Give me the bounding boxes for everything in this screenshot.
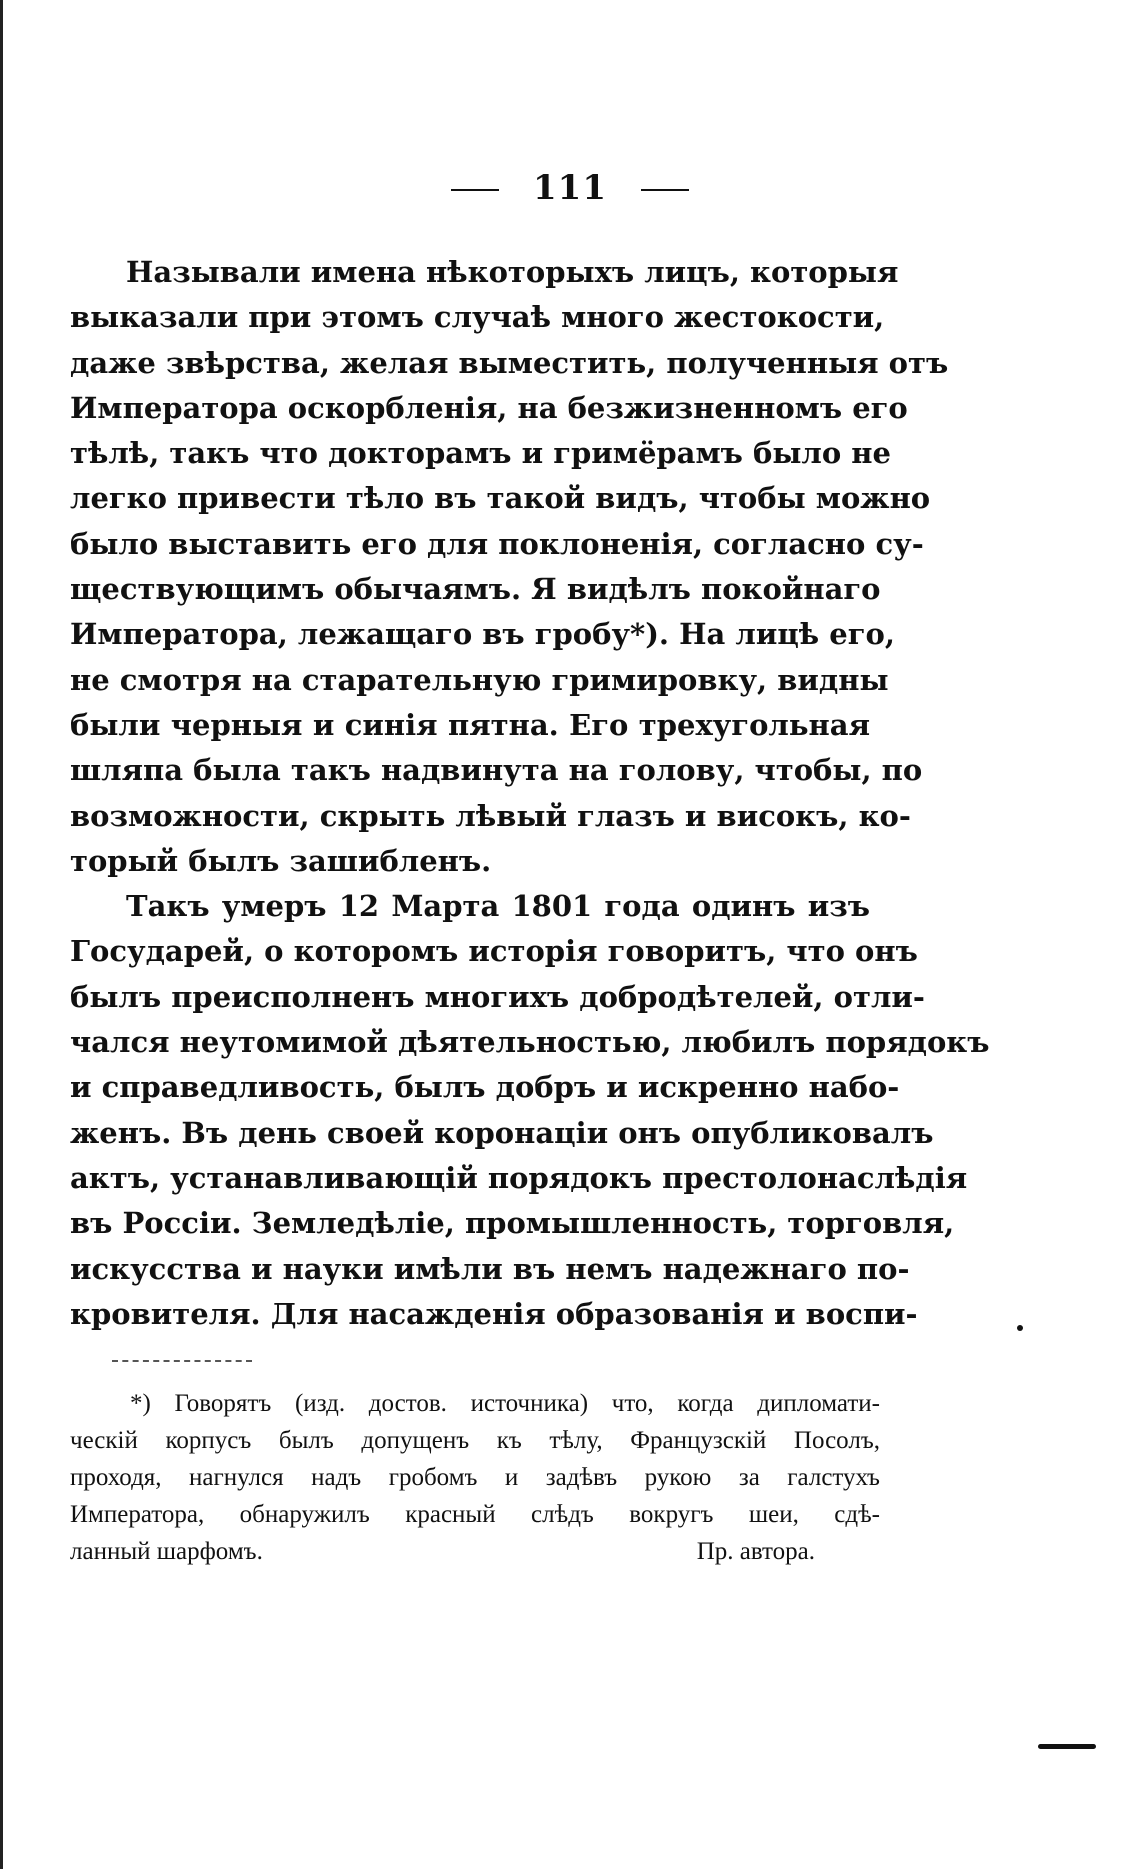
footnote-line: ланный шарфомъ.	[70, 1538, 263, 1565]
text-line: Императора, лежащаго въ гробу*). На лицѣ его,	[70, 617, 895, 652]
text-line: выказали при этомъ случаѣ много жестокости,	[70, 300, 885, 335]
footnote-line: проходя, нагнулся надъ гробомъ и задѣвъ рукою за галстухъ	[70, 1464, 880, 1491]
text-line: кровителя. Для насажденія образованія и воспи-	[70, 1296, 918, 1331]
text-line: не смотря на старательную гримировку, видны	[70, 662, 889, 697]
scan-edge-mark	[1038, 1744, 1096, 1749]
footnote	[70, 1385, 880, 1570]
text-line: чался неутомимой дѣятельностью, любилъ порядокъ	[70, 1025, 990, 1060]
footnote-line: *) Говорятъ (изд. достов. источника) что, когда дипломати-	[130, 1390, 880, 1417]
scan-speck	[1017, 1325, 1023, 1331]
text-line: въ Россіи. Земледѣліе, промышленность, торговля,	[70, 1206, 955, 1241]
text-line: было выставить его для поклоненія, согласно су-	[70, 526, 924, 561]
text-line: даже звѣрства, желая выместить, полученныя отъ	[70, 345, 949, 380]
text-line: Называли имена нѣкоторыхъ лицъ, которыя	[126, 255, 899, 289]
text-line: тѣлѣ, такъ что докторамъ и гримёрамъ было не	[70, 436, 891, 471]
text-line: ществующимъ обычаямъ. Я видѣлъ покойнаго	[70, 572, 881, 607]
header-dash-left	[451, 189, 499, 191]
main-text	[70, 250, 990, 1337]
text-line: легко привести тѣло въ такой видъ, чтобы можно	[70, 481, 931, 516]
text-line: былъ преисполненъ многихъ добродѣтелей, отли-	[70, 979, 925, 1014]
text-line: Государей, о которомъ исторія говоритъ, что онъ	[70, 934, 918, 969]
text-line: торый былъ зашибленъ.	[70, 843, 492, 878]
text-line: женъ. Въ день своей коронаціи онъ опубликовалъ	[70, 1115, 934, 1150]
footnote-signature: Пр. автора.	[696, 1538, 815, 1565]
footnote-separator	[112, 1360, 252, 1364]
text-line: Такъ умеръ 12 Марта 1801 года одинъ изъ	[126, 889, 870, 924]
text-line: возможности, скрыть лѣвый глазъ и високъ, ко-	[70, 798, 911, 833]
header-dash-right	[641, 189, 689, 191]
text-line: были черныя и синія пятна. Его трехугольная	[70, 707, 870, 742]
page-left-edge	[0, 0, 3, 1869]
footnote-line: ческій корпусъ былъ допущенъ къ тѣлу, Французскій Посолъ,	[70, 1427, 880, 1454]
text-line: искусства и науки имѣли въ немъ надежнаго по-	[70, 1251, 910, 1286]
text-line: Императора оскорбленія, на безжизненномъ его	[70, 390, 908, 425]
text-line: актъ, устанавливающій порядокъ престолонаслѣдія	[70, 1160, 968, 1195]
page-number: 111	[533, 168, 607, 208]
text-line: и справедливость, былъ добръ и искренно набо-	[70, 1070, 900, 1105]
page-header	[0, 168, 1140, 208]
footnote-line: Императора, обнаружилъ красный слѣдъ вокругъ шеи, сдѣ-	[70, 1501, 880, 1528]
footnote-last-row	[70, 1533, 880, 1570]
text-line: шляпа была такъ надвинута на голову, чтобы, по	[70, 753, 923, 788]
